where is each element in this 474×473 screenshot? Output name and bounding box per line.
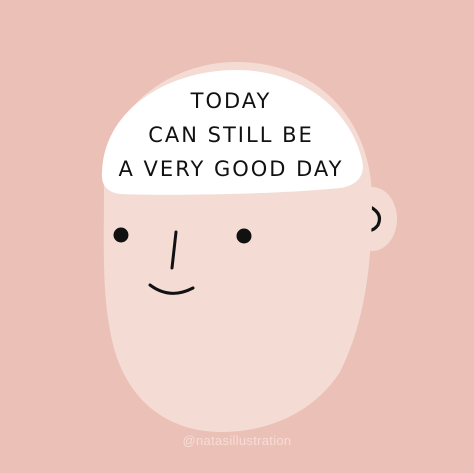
watermark: @natasillustration [182, 433, 292, 448]
message-line-3: A VERY GOOD DAY [118, 157, 344, 181]
message-line-1: TODAY [190, 89, 272, 113]
message-line-2: CAN STILL BE [148, 123, 314, 147]
left-eye [114, 228, 129, 243]
brain-message [100, 84, 362, 186]
right-eye [237, 229, 252, 244]
